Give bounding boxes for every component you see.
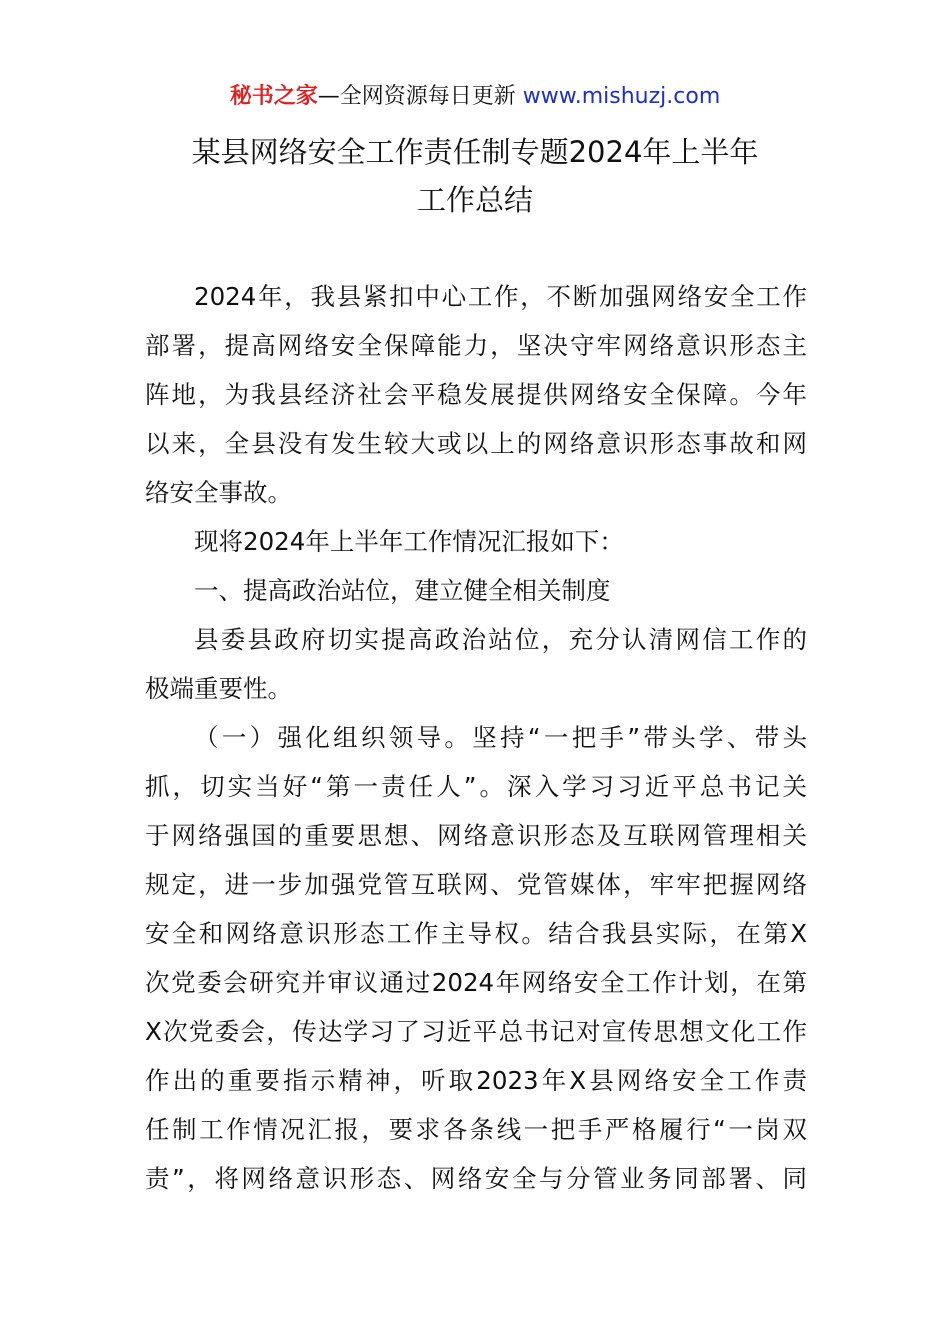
paragraph-sub1-line-10: 责”，将网络意识形态、网络安全与分管业务同部署、同 (145, 1164, 807, 1193)
paragraph-sub1-line-6: 次党委会研究并审议通过2024年网络安全工作计划，在第 (145, 968, 807, 997)
paragraph-intro-line-5: 络安全事故。 (145, 478, 292, 507)
paragraph-intro-line-1: 2024年，我县紧扣中心工作，不断加强网络安全工作 (194, 282, 807, 311)
paragraph-sub1-line-3: 于网络强国的重要思想、网络意识形态及互联网管理相关 (145, 821, 807, 850)
paragraph-sub1-line-7: X次党委会，传达学习了习近平总书记对宣传思想文化工作 (145, 1017, 807, 1046)
paragraph-section1-line-1: 县委县政府切实提高政治站位，充分认清网信工作的 (194, 625, 807, 654)
site-header (0, 82, 950, 112)
document-body (145, 272, 807, 1203)
paragraph-section1-line-2: 极端重要性。 (145, 674, 292, 703)
paragraph-sub1-line-5: 安全和网络意识形态工作主导权。结合我县实际，在第X (145, 919, 807, 948)
paragraph-sub1-line-4: 规定，进一步加强党管互联网、党管媒体，牢牢把握网络 (145, 870, 807, 899)
paragraph-sub1-line-9: 任制工作情况汇报，要求各条线一把手严格履行“一岗双 (145, 1115, 807, 1144)
paragraph-intro-line-3: 阵地，为我县经济社会平稳发展提供网络安全保障。今年 (145, 380, 807, 409)
paragraph-sub1-line-1: （一）强化组织领导。坚持“一把手”带头学、带头 (194, 723, 807, 752)
title-line-2: 工作总结 (416, 183, 533, 217)
document-title (120, 128, 830, 224)
paragraph-report-lead: 现将2024年上半年工作情况汇报如下： (194, 527, 624, 556)
title-line-1: 某县网络安全工作责任制专题2024年上半年 (191, 135, 759, 169)
paragraph-sub1-line-2: 抓，切实当好“第一责任人”。深入学习习近平总书记关 (145, 772, 807, 801)
paragraph-intro-line-4: 以来，全县没有发生较大或以上的网络意识形态事故和网 (145, 429, 807, 458)
site-url[interactable]: www.mishuzj.com (522, 84, 721, 109)
paragraph-intro-line-2: 部署，提高网络安全保障能力，坚决守牢网络意识形态主 (145, 331, 807, 360)
header-slogan: —全网资源每日更新 (317, 84, 516, 109)
section-heading-1: 一、提高政治站位，建立健全相关制度 (194, 576, 611, 605)
brand-name: 秘书之家 (229, 84, 318, 109)
paragraph-sub1-line-8: 作出的重要指示精神，听取2023年X县网络安全工作责 (145, 1066, 807, 1095)
